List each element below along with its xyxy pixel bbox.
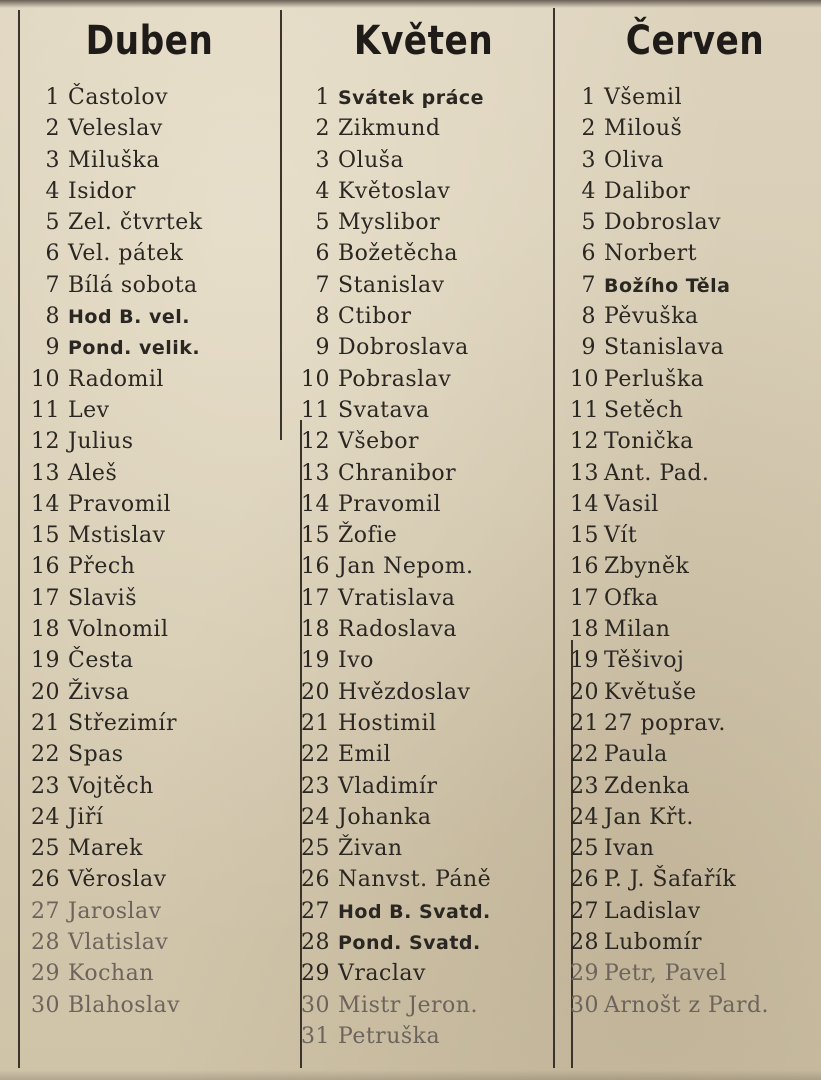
name-day: Ctibor [338, 304, 412, 330]
name-day: Jiří [68, 804, 104, 830]
day-number: 12 [301, 429, 330, 455]
column-rule [553, 8, 555, 1068]
day-row [296, 270, 551, 301]
day-row [570, 395, 820, 426]
name-day: Stanislava [604, 335, 725, 361]
name-day: Julius [68, 429, 134, 455]
day-number: 28 [570, 930, 599, 956]
day-number: 31 [301, 1023, 330, 1049]
day-row [22, 489, 277, 520]
day-number: 26 [570, 867, 599, 893]
day-row [296, 238, 551, 269]
name-day: Nanvst. Páně [338, 867, 492, 893]
day-number: 15 [31, 523, 60, 549]
day-number: 20 [31, 679, 60, 705]
name-day: Vraclav [338, 961, 426, 987]
day-number: 8 [315, 304, 330, 330]
name-day: Svátek práce [338, 87, 485, 109]
day-row [570, 833, 820, 864]
day-number: 21 [570, 710, 599, 736]
day-number: 2 [45, 116, 60, 142]
day-number: 9 [45, 335, 60, 361]
day-row [296, 176, 551, 207]
name-day: Ant. Pad. [604, 460, 710, 486]
day-row [22, 332, 277, 363]
day-row [570, 145, 820, 176]
day-number: 3 [45, 147, 60, 173]
day-number: 11 [31, 397, 60, 423]
name-day: Chranibor [338, 460, 457, 486]
day-number: 21 [31, 710, 60, 736]
day-row [22, 395, 277, 426]
name-day: Johanka [338, 804, 432, 830]
day-row [22, 833, 277, 864]
page-bottom-edge [0, 1070, 821, 1080]
name-day: Mistr Jeron. [338, 992, 478, 1018]
day-number: 29 [31, 961, 60, 987]
day-row [22, 927, 277, 958]
name-day: Střezimír [68, 710, 177, 736]
day-number: 20 [570, 679, 599, 705]
day-number: 22 [570, 742, 599, 768]
day-number: 8 [581, 304, 596, 330]
name-day: Pond. velik. [68, 337, 201, 360]
name-day: Pravomil [68, 491, 172, 517]
month-title: Duben [85, 18, 214, 64]
day-row [570, 332, 820, 363]
day-row [22, 364, 277, 395]
name-day: Milan [604, 617, 671, 643]
day-row [296, 489, 551, 520]
day-number: 12 [31, 429, 60, 455]
day-row [22, 82, 277, 113]
day-number: 7 [315, 272, 330, 298]
day-row [570, 82, 820, 113]
day-number: 11 [570, 397, 599, 423]
day-row [22, 301, 277, 332]
name-day: Zbyněk [604, 554, 690, 580]
name-day: Stanislav [338, 272, 445, 298]
day-number: 23 [301, 773, 330, 799]
name-day: Přech [68, 554, 136, 580]
name-day: Mstislav [68, 523, 166, 549]
day-row [22, 583, 277, 614]
day-row [570, 864, 820, 895]
torn-top-edge [0, 0, 821, 8]
day-number: 30 [301, 992, 330, 1018]
name-day: Paula [604, 742, 668, 768]
day-number: 2 [581, 116, 596, 142]
day-number: 27 [31, 898, 60, 924]
name-day: Božího Těla [604, 274, 731, 297]
name-day: Vratislava [338, 585, 456, 611]
name-day: Vasil [604, 491, 659, 517]
name-day: Oluša [338, 147, 405, 173]
day-row [22, 677, 277, 708]
name-day: Perluška [604, 366, 705, 392]
day-row [570, 238, 820, 269]
day-row [570, 176, 820, 207]
day-row [570, 708, 820, 739]
day-number: 24 [31, 804, 60, 830]
day-row [22, 771, 277, 802]
day-number: 18 [570, 617, 599, 643]
day-number: 27 [570, 898, 599, 924]
day-number: 9 [315, 335, 330, 361]
day-number: 29 [570, 961, 599, 987]
day-row [570, 739, 820, 770]
day-row [570, 677, 820, 708]
day-row [296, 927, 551, 958]
name-day: Volnomil [68, 617, 169, 643]
day-number: 4 [45, 178, 60, 204]
day-number: 2 [315, 116, 330, 142]
name-day: Arnošt z Pard. [604, 992, 770, 1018]
day-row [296, 990, 551, 1021]
day-number: 4 [581, 178, 596, 204]
name-day: Marek [68, 836, 144, 862]
day-number: 18 [31, 617, 60, 643]
name-day: Žofie [338, 523, 398, 549]
day-number: 1 [45, 85, 60, 110]
day-number: 6 [45, 241, 60, 267]
day-list [22, 82, 277, 1021]
day-number: 5 [45, 210, 60, 236]
name-day: Slaviš [68, 585, 137, 611]
day-row [22, 145, 277, 176]
name-day: Dobroslava [338, 335, 469, 361]
name-day: Květoslav [338, 178, 451, 204]
day-number: 30 [31, 992, 60, 1018]
day-number: 23 [31, 773, 60, 799]
day-number: 28 [31, 930, 60, 956]
name-day: Květuše [604, 679, 697, 705]
day-row [570, 645, 820, 676]
day-number: 7 [581, 272, 596, 298]
day-number: 27 [301, 898, 330, 924]
day-row [296, 113, 551, 144]
name-day: Emil [338, 742, 391, 768]
day-row [296, 458, 551, 489]
name-day: Isidor [68, 178, 136, 204]
day-row [22, 990, 277, 1021]
day-number: 3 [315, 147, 330, 173]
name-day: Hod B. vel. [68, 306, 190, 329]
day-number: 6 [581, 241, 596, 267]
day-row [296, 708, 551, 739]
name-day: Hod B. Svatd. [338, 900, 491, 923]
name-day: P. J. Šafařík [604, 867, 737, 893]
day-row [296, 771, 551, 802]
day-row [296, 332, 551, 363]
name-day: Těšivoj [604, 648, 685, 674]
day-number: 5 [315, 210, 330, 236]
name-day: Dobroslav [604, 210, 722, 236]
day-number: 16 [31, 554, 60, 580]
day-row [296, 739, 551, 770]
name-day: Pěvuška [604, 304, 699, 330]
day-row [296, 896, 551, 927]
name-day: Miluška [68, 147, 161, 173]
day-number: 9 [581, 335, 596, 361]
name-day: Ladislav [604, 898, 701, 924]
day-number: 23 [570, 773, 599, 799]
name-day: 27 poprav. [604, 710, 726, 736]
day-row [570, 896, 820, 927]
day-row [296, 833, 551, 864]
name-day: Hvězdoslav [338, 679, 471, 705]
day-row [296, 645, 551, 676]
day-number: 6 [315, 241, 330, 267]
day-row [296, 677, 551, 708]
day-number: 19 [301, 648, 330, 674]
day-number: 13 [301, 460, 330, 486]
day-number: 10 [31, 366, 60, 392]
name-day: Pravomil [338, 491, 442, 517]
day-row [296, 520, 551, 551]
name-day: Petruška [338, 1023, 441, 1049]
day-number: 22 [31, 742, 60, 768]
name-day: Vladimír [338, 773, 438, 799]
day-row [570, 426, 820, 457]
day-row [22, 802, 277, 833]
day-number: 16 [301, 554, 330, 580]
day-row [570, 958, 820, 989]
name-day: Pobraslav [338, 366, 452, 392]
name-day: Lev [68, 397, 110, 423]
day-row [570, 113, 820, 144]
day-row [570, 270, 820, 301]
name-day: Oliva [604, 147, 665, 173]
day-number: 19 [31, 648, 60, 674]
name-day: Ivo [338, 648, 374, 674]
name-day: Božetěcha [338, 241, 458, 267]
name-day: Věroslav [68, 867, 167, 893]
day-row [296, 551, 551, 582]
name-day: Setěch [604, 397, 684, 423]
name-day: Lubomír [604, 930, 703, 956]
name-day: Radoslava [338, 617, 458, 643]
day-number: 8 [45, 304, 60, 330]
name-day: Ivan [604, 836, 655, 862]
day-number: 29 [301, 961, 330, 987]
name-day: Dalibor [604, 178, 691, 204]
day-row [570, 520, 820, 551]
day-row [22, 864, 277, 895]
month-title: Květen [353, 18, 494, 64]
day-row [22, 708, 277, 739]
day-row [570, 551, 820, 582]
name-day: Častolov [68, 85, 169, 110]
name-day: Zdenka [604, 773, 691, 799]
day-row [296, 82, 551, 113]
day-row [22, 551, 277, 582]
day-number: 28 [301, 930, 330, 956]
day-row [296, 958, 551, 989]
name-day: Všemil [604, 85, 683, 110]
name-day: Norbert [604, 241, 697, 267]
day-row [570, 489, 820, 520]
day-number: 7 [45, 272, 60, 298]
day-number: 25 [570, 836, 599, 862]
day-number: 17 [570, 585, 599, 611]
name-day: Ofka [604, 585, 659, 611]
name-day: Česta [68, 648, 134, 674]
day-number: 1 [315, 85, 330, 110]
name-day: Kochan [68, 961, 154, 987]
day-row [296, 301, 551, 332]
name-day: Vlatislav [68, 930, 169, 956]
day-list [570, 82, 820, 1021]
day-number: 22 [301, 742, 330, 768]
day-row [22, 614, 277, 645]
name-day: Jaroslav [68, 898, 162, 924]
name-day: Milouš [604, 116, 683, 142]
day-row [570, 458, 820, 489]
day-number: 17 [31, 585, 60, 611]
day-number: 11 [301, 397, 330, 423]
name-day: Živsa [68, 679, 130, 705]
name-day: Jan Křt. [604, 804, 694, 830]
day-row [296, 1021, 551, 1052]
day-number: 10 [301, 366, 330, 392]
day-number: 24 [570, 804, 599, 830]
day-number: 14 [31, 491, 60, 517]
name-day: Spas [68, 742, 124, 768]
day-number: 15 [301, 523, 330, 549]
day-row [296, 364, 551, 395]
day-row [570, 207, 820, 238]
day-row [22, 458, 277, 489]
day-number: 16 [570, 554, 599, 580]
day-number: 12 [570, 429, 599, 455]
day-number: 15 [570, 523, 599, 549]
name-day: Svatava [338, 397, 430, 423]
name-day: Živan [338, 836, 403, 862]
day-row [570, 364, 820, 395]
day-number: 5 [581, 210, 596, 236]
day-row [570, 771, 820, 802]
day-row [296, 583, 551, 614]
name-day: Všebor [338, 429, 420, 455]
day-row [22, 176, 277, 207]
day-row [296, 614, 551, 645]
name-day: Tonička [604, 429, 694, 455]
name-day: Vít [604, 523, 638, 549]
name-day: Aleš [68, 460, 118, 486]
day-number: 3 [581, 147, 596, 173]
name-day: Blahoslav [68, 992, 181, 1018]
day-number: 10 [570, 366, 599, 392]
day-row [22, 645, 277, 676]
day-number: 14 [570, 491, 599, 517]
day-row [22, 896, 277, 927]
name-day: Radomil [68, 366, 164, 392]
day-row [570, 927, 820, 958]
day-number: 19 [570, 648, 599, 674]
name-day: Veleslav [68, 116, 163, 142]
name-day: Jan Nepom. [338, 554, 474, 580]
name-day: Vel. pátek [68, 241, 184, 267]
day-number: 1 [581, 85, 596, 110]
name-day: Zel. čtvrtek [68, 210, 203, 236]
day-row [22, 739, 277, 770]
day-row [296, 426, 551, 457]
column-rule [280, 10, 282, 440]
day-number: 21 [301, 710, 330, 736]
day-row [570, 614, 820, 645]
day-number: 4 [315, 178, 330, 204]
day-row [570, 990, 820, 1021]
day-row [22, 520, 277, 551]
day-row [570, 301, 820, 332]
name-day: Petr, Pavel [604, 961, 727, 987]
name-day: Vojtěch [68, 773, 154, 799]
day-number: 25 [31, 836, 60, 862]
name-day: Hostimil [338, 710, 437, 736]
name-day: Pond. Svatd. [338, 932, 481, 955]
day-number: 20 [301, 679, 330, 705]
day-number: 24 [301, 804, 330, 830]
day-row [22, 426, 277, 457]
day-number: 26 [31, 867, 60, 893]
day-row [296, 802, 551, 833]
day-number: 26 [301, 867, 330, 893]
name-day: Zikmund [338, 116, 441, 142]
day-number: 25 [301, 836, 330, 862]
day-row [296, 207, 551, 238]
day-row [296, 395, 551, 426]
month-title: Červen [625, 18, 765, 64]
day-row [296, 145, 551, 176]
day-row [22, 270, 277, 301]
day-number: 30 [570, 992, 599, 1018]
day-row [22, 958, 277, 989]
name-day: Myslibor [338, 210, 441, 236]
day-number: 18 [301, 617, 330, 643]
day-list [296, 82, 551, 1052]
day-row [22, 238, 277, 269]
day-number: 14 [301, 491, 330, 517]
day-row [22, 113, 277, 144]
day-number: 13 [570, 460, 599, 486]
name-day: Bílá sobota [68, 272, 198, 298]
day-row [570, 802, 820, 833]
day-row [296, 864, 551, 895]
column-rule [18, 10, 20, 1068]
day-row [22, 207, 277, 238]
day-number: 17 [301, 585, 330, 611]
day-number: 13 [31, 460, 60, 486]
day-row [570, 583, 820, 614]
